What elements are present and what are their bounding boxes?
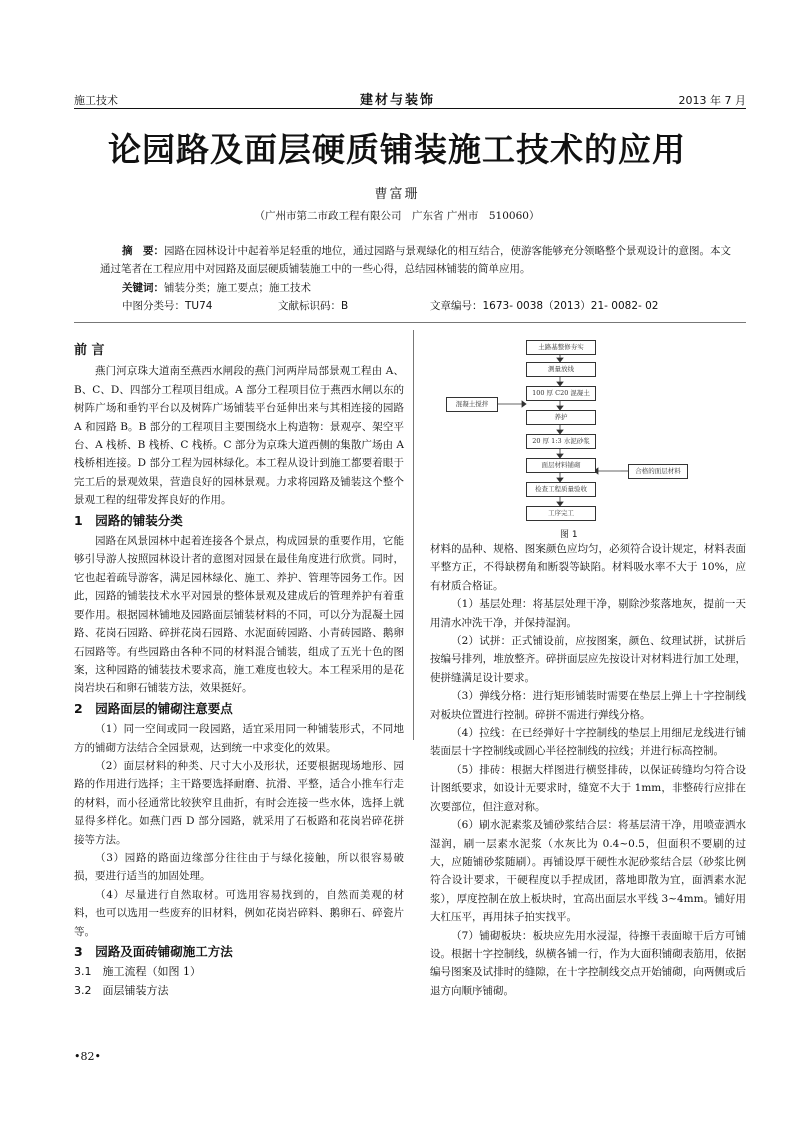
step-4-paragraph: （4）拉线：在已经弹好十字控制线的垫层上用细尼龙线进行铺装面层十字控制线或圆心半径控制线的拉线；并进行标高控制。	[430, 727, 746, 758]
flow-step-3: 100 厚 C20 混凝土	[526, 386, 596, 401]
step-1-paragraph: （1）基层处理：将基层处理干净，剔除沙浆落地灰，提前一天用清水冲洗干净，并保持湿润。	[430, 598, 746, 629]
flow-step-5: 20 厚 1:3 水泥砂浆	[526, 434, 596, 449]
keywords-text: 铺装分类；施工要点；施工技术	[164, 282, 311, 294]
author: 曹富珊	[374, 187, 420, 202]
abstract-text: 园路在园林设计中起着举足轻重的地位，通过园路与景观绿化的相互结合，使游客能够充分领略整个景观设计的意图。本文通过笔者在工程应用中对园路及面层硬质铺装施工中的一些心得，总结园林铺装的简单应用。	[100, 245, 731, 275]
page-number: •82•	[74, 1050, 101, 1063]
section-3-heading: 3 园路及面砖铺砌施工方法	[74, 944, 233, 959]
left-column	[74, 340, 404, 1000]
material-paragraph: 材料的品种、规格、图案颜色应均匀，必须符合设计规定，材料表面平整方正，不得缺楞角和断裂等缺陷。材料吸水率不大于 10%，应有材质合格证。	[430, 543, 746, 592]
flow-step-1: 土路基整修夯实	[526, 340, 596, 355]
keywords	[122, 280, 311, 295]
section-2-item-1: （1）同一空间或同一段园路，适宜采用同一种铺装形式，不同地方的铺砌方法结合全园景观，达到统一中求变化的效果。	[74, 723, 404, 754]
section-2-item-2: （2）面层材料的种类、尺寸大小及形状，还要根据现场地形、园路的作用进行选择；主干路要选择耐磨、抗滑、平整，适合小推车行走的材料，而小径通常比较狭窄且曲折，有时会连接一些水体，选择上就显得多样化。如燕门西 D 部分园路，就采用了石板路和花岗岩碎花拼接等方法。	[74, 759, 404, 846]
step-3-paragraph: （3）弹线分格：进行矩形铺装时需要在垫层上弹上十字控制线对板块位置进行控制。碎拼不需进行弹线分格。	[430, 690, 746, 721]
header-date: 2013 年 7 月	[678, 94, 746, 107]
paper-title: 论园路及面层硬质铺装施工技术的应用	[108, 130, 686, 169]
flow-step-2: 测量放线	[526, 362, 596, 377]
section-1-heading: 1 园路的铺装分类	[74, 512, 183, 528]
column-rule	[74, 322, 746, 323]
header-journal-logo: 建材与装饰	[360, 93, 436, 108]
article-number: 文章编号：1673- 0038（2013）21- 0082- 02	[430, 300, 659, 312]
affiliation: （广州市第二市政工程有限公司 广东省 广州市 510060）	[254, 210, 540, 222]
figure-reference: （如图 1）	[146, 965, 201, 979]
flowchart-figure	[446, 340, 746, 525]
header-rule	[74, 108, 746, 109]
intro-paragraph: 燕门河京珠大道南至燕西水闸段的燕门河两岸局部景观工程由 A、B、C、D、四部分工程项目组成。A 部分工程项目位于燕西水闸以东的树阵广场和垂钓平台以及树阵广场铺装平台延伸出来与其相连接的园路 A 和园路 B。B 部分的工程项目主要围绕水上构造物：景观亭、架空平台、A 栈桥、B 栈桥、C 栈桥。C 部分为京珠大道西侧的集散广场由 A 栈桥相连接。D 部分工程为园林绿化。本工程从设计到施工都要着眼于完工后的景观效果，营造良好的园林景观。力求将园路及铺装这个整个景观工程的纽带发挥良好的作用。	[74, 365, 404, 507]
abstract-label: 摘 要：	[122, 245, 164, 257]
column-divider	[413, 330, 414, 740]
abstract	[100, 242, 740, 278]
flow-step-8: 工序完工	[526, 506, 596, 521]
section-2-item-3: （3）园路的路面边缘部分往往由于与绿化接触，所以很容易破损，要进行适当的加固处理。	[74, 851, 404, 883]
doc-code: 文献标识码：B	[278, 300, 349, 312]
step-2-paragraph: （2）试拼：正式铺设前，应按图案，颜色、纹理试拼，试拼后按编号排列，堆放整齐。碎拼面层应先按设计对材料进行加工处理，使拼缝满足设计要求。	[430, 635, 746, 684]
section-2-heading: 2 园路面层的铺砌注意要点	[74, 700, 233, 716]
step-6-paragraph: （6）刷水泥素浆及铺砂浆结合层：将基层清干净，用喷壶洒水湿润，刷一层素水泥浆（水灰比为 0.4~0.5，但面积不要刷的过大，应随铺砂浆随刷）。再铺设厚干硬性水泥砂浆结合层（砂浆比例符合设计要求，干硬程度以手捏成团，落地即散为宜，面洒素水泥浆），厚度控制在放上板块时，宜高出面层水平线 3~4mm。铺好用大杠压平，再用抹子拍实找平。	[430, 819, 746, 924]
keywords-label: 关键词：	[122, 282, 164, 294]
step-5-paragraph: （5）排砖：根据大样图进行横竖排砖，以保证砖缝均匀符合设计图纸要求，如设计无要求时，缝宽不大于 1mm，非整砖行应排在次要部位，但注意对称。	[430, 763, 746, 813]
subsection-3-1-title: 3.1 施工流程	[74, 965, 147, 979]
flow-side-left: 混凝土搅拌	[446, 397, 498, 412]
right-column	[430, 540, 746, 1000]
section-2-item-4: （4）尽量进行自然取材。可选用容易找到的，自然而美观的材料，也可以选用一些废弃的旧材料，例如花岗岩碎料、鹅卵石、碎瓷片等。	[74, 888, 404, 938]
clc-number: 中图分类号：TU74	[122, 300, 213, 312]
flow-step-4: 养护	[526, 410, 596, 425]
subsection-3-1	[74, 963, 404, 981]
step-7-paragraph: （7）铺砌板块：板块应先用水浸湿，待擦干表面晾干后方可铺设。根据十字控制线，纵横各铺一行，作为大面积铺砌表筋用，依据编号图案及试排时的缝隙，在十字控制线交点开始铺砌，向两侧或后退方向顺序铺砌。	[430, 929, 746, 997]
subsection-3-2: 3.2 面层铺装方法	[74, 983, 169, 997]
header-section: 施工技术	[74, 94, 118, 107]
flowchart-connectors	[446, 340, 746, 525]
flow-side-right: 合格的面层材料	[628, 464, 688, 479]
flow-step-6: 面层材料铺砌	[526, 458, 596, 473]
intro-heading: 前 言	[74, 343, 105, 358]
section-1-paragraph: 园路在风景园林中起着连接各个景点，构成园景的重要作用，它能够引导游人按照园林设计者的意图对园景在最佳角度进行欣赏。同时，它也起着疏导游客，满足园林绿化、施工、养护、管理等园务工作。因此，园路的铺装技术水平对园景的整体景观及建成后的管理养护有着重要作用。根据园林铺地及园路面层铺装材料的不同，可以分为混凝土园路、花岗石园路、碎拼花岗石园路、水泥面砖园路、小青砖园路、鹅卵石园路等。有些园路由各种不同的材料混合铺装，组成了五光十色的图案，这种园路的铺装技术要求高，施工难度也较大。本工程采用的是花岗岩块石和卵石铺装方法，效果挺好。	[74, 535, 404, 695]
figure-caption: 图 1	[560, 530, 578, 540]
flow-step-7: 检查工程质量验收	[526, 482, 596, 497]
